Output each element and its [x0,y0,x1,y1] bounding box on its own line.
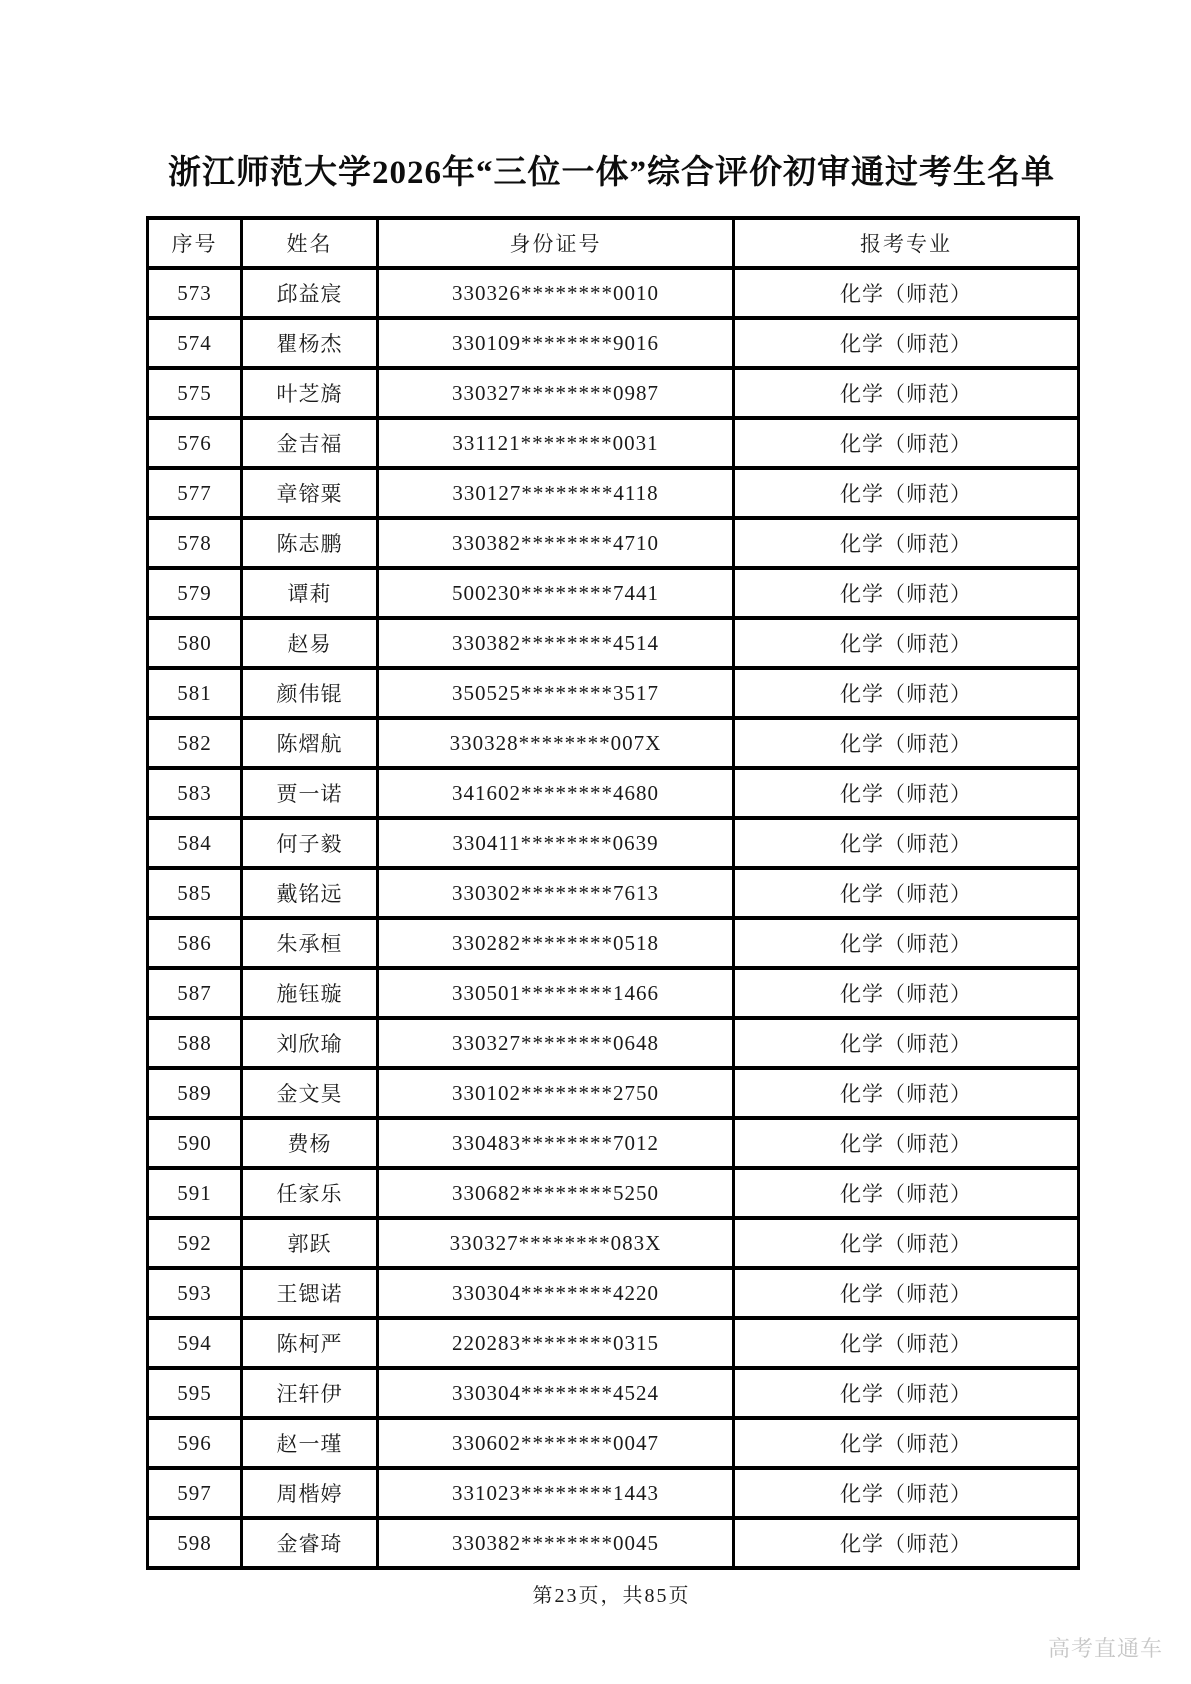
major-cell: 化学（师范） [734,1318,1079,1368]
major-cell: 化学（师范） [734,1368,1079,1418]
table-row [148,918,1079,968]
serial-cell: 584 [148,818,242,868]
name-cell: 邱益宸 [242,268,378,318]
id-number-cell: 331121********0031 [378,418,734,468]
major-cell: 化学（师范） [734,768,1079,818]
table-row [148,1318,1079,1368]
serial-cell: 595 [148,1368,242,1418]
name-cell: 赵易 [242,618,378,668]
id-number-cell: 330382********4514 [378,618,734,668]
table-row [148,1168,1079,1218]
major-cell: 化学（师范） [734,1068,1079,1118]
id-number-cell: 330282********0518 [378,918,734,968]
name-cell: 王锶诺 [242,1268,378,1318]
table-row [148,1068,1079,1118]
serial-cell: 574 [148,318,242,368]
major-cell: 化学（师范） [734,1018,1079,1068]
serial-cell: 586 [148,918,242,968]
major-cell: 化学（师范） [734,468,1079,518]
name-cell: 施钰璇 [242,968,378,1018]
serial-cell: 590 [148,1118,242,1168]
table-row [148,518,1079,568]
name-cell: 瞿杨杰 [242,318,378,368]
id-number-cell: 330102********2750 [378,1068,734,1118]
major-cell: 化学（师范） [734,868,1079,918]
id-number-cell: 330302********7613 [378,868,734,918]
table-row [148,468,1079,518]
serial-cell: 592 [148,1218,242,1268]
table-row [148,368,1079,418]
id-number-cell: 330483********7012 [378,1118,734,1168]
serial-cell: 573 [148,268,242,318]
serial-cell: 581 [148,668,242,718]
table-row [148,1518,1079,1568]
table-row [148,1118,1079,1168]
name-cell: 赵一瑾 [242,1418,378,1468]
id-number-cell: 341602********4680 [378,768,734,818]
major-cell: 化学（师范） [734,1218,1079,1268]
major-cell: 化学（师范） [734,918,1079,968]
table-row [148,718,1079,768]
id-number-cell: 330682********5250 [378,1168,734,1218]
name-cell: 周楷婷 [242,1468,378,1518]
name-cell: 费杨 [242,1118,378,1168]
id-number-cell: 330382********4710 [378,518,734,568]
major-cell: 化学（师范） [734,1268,1079,1318]
table-row [148,1268,1079,1318]
page-title: 浙江师范大学2026年“三位一体”综合评价初审通过考生名单 [168,155,1055,191]
table-row [148,818,1079,868]
page-number-footer: 第23页，共85页 [532,1585,691,1607]
serial-cell: 582 [148,718,242,768]
major-cell: 化学（师范） [734,318,1079,368]
serial-cell: 583 [148,768,242,818]
table-header-row [148,218,1079,268]
name-cell: 汪轩伊 [242,1368,378,1418]
col-header-major: 报考专业 [734,218,1079,268]
table-row [148,1018,1079,1068]
name-cell: 金睿琦 [242,1518,378,1568]
id-number-cell: 330382********0045 [378,1518,734,1568]
watermark-text: 高考直通车 [1047,1636,1163,1661]
major-cell: 化学（师范） [734,368,1079,418]
serial-cell: 588 [148,1018,242,1068]
col-header-serial: 序号 [148,218,242,268]
serial-cell: 593 [148,1268,242,1318]
col-header-id-number: 身份证号 [378,218,734,268]
name-cell: 贾一诺 [242,768,378,818]
id-number-cell: 330326********0010 [378,268,734,318]
table-row [148,968,1079,1018]
table-row [148,268,1079,318]
id-number-cell: 330327********0987 [378,368,734,418]
id-number-cell: 350525********3517 [378,668,734,718]
table-row [148,1218,1079,1268]
major-cell: 化学（师范） [734,1118,1079,1168]
id-number-cell: 330304********4220 [378,1268,734,1318]
id-number-cell: 330327********0648 [378,1018,734,1068]
name-cell: 陈熠航 [242,718,378,768]
table-row [148,668,1079,718]
name-cell: 任家乐 [242,1168,378,1218]
table-row [148,868,1079,918]
major-cell: 化学（师范） [734,968,1079,1018]
serial-cell: 579 [148,568,242,618]
major-cell: 化学（师范） [734,618,1079,668]
table-row [148,1468,1079,1518]
major-cell: 化学（师范） [734,1168,1079,1218]
table-row [148,618,1079,668]
table-row [148,1418,1079,1468]
serial-cell: 578 [148,518,242,568]
name-cell: 刘欣瑜 [242,1018,378,1068]
serial-cell: 585 [148,868,242,918]
serial-cell: 594 [148,1318,242,1368]
name-cell: 颜伟锟 [242,668,378,718]
table-body [148,268,1079,1568]
name-cell: 叶芝旖 [242,368,378,418]
serial-cell: 576 [148,418,242,468]
name-cell: 戴铭远 [242,868,378,918]
serial-cell: 591 [148,1168,242,1218]
id-number-cell: 330411********0639 [378,818,734,868]
name-cell: 陈柯严 [242,1318,378,1368]
id-number-cell: 330328********007X [378,718,734,768]
id-number-cell: 331023********1443 [378,1468,734,1518]
id-number-cell: 220283********0315 [378,1318,734,1368]
serial-cell: 575 [148,368,242,418]
major-cell: 化学（师范） [734,1418,1079,1468]
serial-cell: 596 [148,1418,242,1468]
name-cell: 金文昊 [242,1068,378,1118]
serial-cell: 580 [148,618,242,668]
id-number-cell: 330501********1466 [378,968,734,1018]
id-number-cell: 500230********7441 [378,568,734,618]
major-cell: 化学（师范） [734,1518,1079,1568]
name-cell: 何子毅 [242,818,378,868]
table-row [148,418,1079,468]
major-cell: 化学（师范） [734,668,1079,718]
id-number-cell: 330127********4118 [378,468,734,518]
major-cell: 化学（师范） [734,268,1079,318]
major-cell: 化学（师范） [734,718,1079,768]
table-row [148,318,1079,368]
major-cell: 化学（师范） [734,568,1079,618]
id-number-cell: 330602********0047 [378,1418,734,1468]
candidate-table [146,216,1080,1570]
serial-cell: 587 [148,968,242,1018]
id-number-cell: 330327********083X [378,1218,734,1268]
major-cell: 化学（师范） [734,818,1079,868]
table-row [148,568,1079,618]
name-cell: 章镕粟 [242,468,378,518]
name-cell: 陈志鹏 [242,518,378,568]
major-cell: 化学（师范） [734,418,1079,468]
serial-cell: 597 [148,1468,242,1518]
name-cell: 金吉福 [242,418,378,468]
name-cell: 谭莉 [242,568,378,618]
col-header-name: 姓名 [242,218,378,268]
name-cell: 朱承桓 [242,918,378,968]
id-number-cell: 330304********4524 [378,1368,734,1418]
id-number-cell: 330109********9016 [378,318,734,368]
serial-cell: 589 [148,1068,242,1118]
name-cell: 郭跃 [242,1218,378,1268]
major-cell: 化学（师范） [734,1468,1079,1518]
table-row [148,1368,1079,1418]
major-cell: 化学（师范） [734,518,1079,568]
table-row [148,768,1079,818]
serial-cell: 577 [148,468,242,518]
serial-cell: 598 [148,1518,242,1568]
